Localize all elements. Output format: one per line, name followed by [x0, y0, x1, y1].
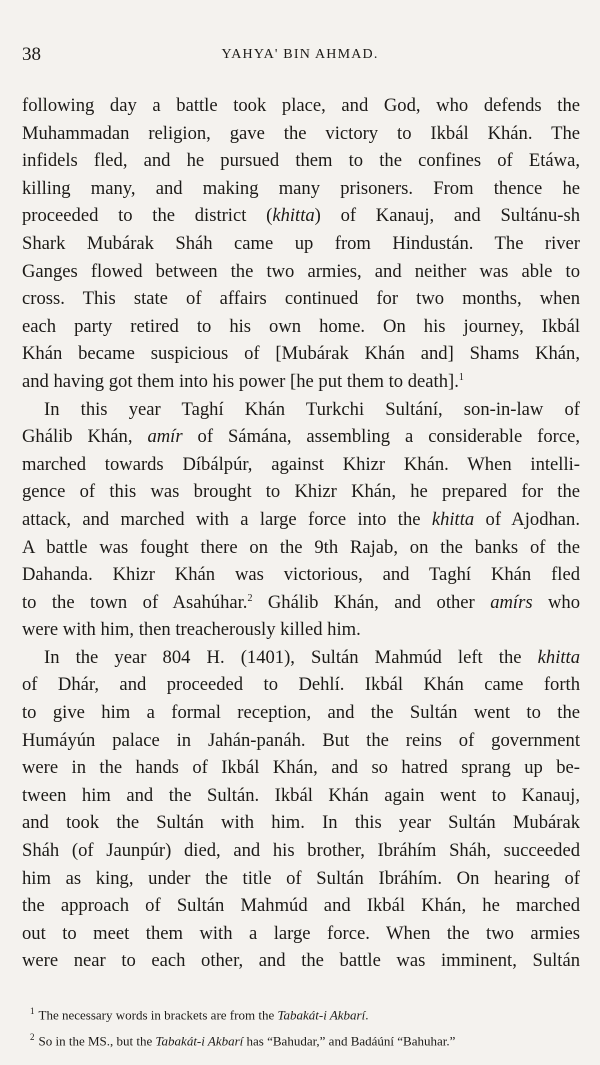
text-line: Khán became suspicious of [Mubárak Khán and] Shams Khán, — [22, 343, 580, 365]
text-line: and took the Sultán with him. In this year Sultán Mubárak — [22, 812, 580, 834]
footnote: $^2$ So in the MS., but the Tabakát-i Akbarí has “Bahudar,” and Badáúní “Bahuhar.” — [30, 1032, 456, 1049]
text-line: proceeded to the district (khitta) of Kanauj, and Sultánu-sh — [22, 205, 580, 227]
text-line: Muhammadan religion, gave the victory to Ikbál Khán. The — [22, 122, 580, 144]
text-line: were with him, then treacherously killed him. — [22, 619, 361, 641]
text-line: Sháh (of Jaunpúr) died, and his brother, Ibráhím Sháh, succeeded — [22, 840, 580, 862]
text-line: following day a battle took place, and God, who defends the — [22, 95, 580, 116]
footnote-mark: 1 — [30, 1006, 35, 1016]
text-line: Ganges flowed between the two armies, and neither was able to — [22, 260, 580, 282]
footnote-ref: 2 — [247, 592, 253, 604]
text-line: to the town of Asahúhar.$^2$ Ghálib Khán, and other amírs who — [22, 591, 580, 613]
text-line: the approach of Sultán Mahmúd and Ikbál Khán, he marched — [22, 895, 580, 917]
text-line: him as king, under the title of Sultán Ibráhím. On hearing of — [22, 867, 580, 889]
text-line: out to meet them with a large force. When the two armies — [22, 922, 580, 944]
text-line: of Dhár, and proceeded to Dehlí. Ikbál Khán came forth — [22, 674, 580, 696]
text-line: gence of this was brought to Khizr Khán, he prepared for the — [22, 481, 580, 503]
text-line: A battle was fought there on the 9th Rajab, on the banks of the — [22, 536, 580, 558]
body-text — [22, 92, 580, 975]
text-line: marched towards Díbálpúr, against Khizr Khán. When intelli- — [22, 453, 580, 475]
text-line: each party retired to his own home. On his journey, Ikbál — [22, 315, 580, 337]
text-line: Shark Mubárak Sháh came up from Hindustán. The river — [22, 232, 580, 254]
text-line: In the year 804 H. (1401), Sultán Mahmúd left the khitta — [44, 646, 580, 668]
running-title: YAHYA' BIN AHMAD. — [221, 47, 379, 62]
text-line: Dahanda. Khizr Khán was victorious, and Taghí Khán fled — [22, 564, 580, 586]
footnote-ref: 1 — [458, 371, 464, 383]
text-line: Humáyún palace in Jahán-panáh. But the reins of government — [22, 729, 580, 751]
text-line: were near to each other, and the battle was imminent, Sultán — [22, 950, 580, 972]
text-line: tween him and the Sultán. Ikbál Khán again went to Kanauj, — [22, 784, 580, 806]
text-line: were in the hands of Ikbál Khán, and so hatred sprang up be- — [22, 757, 580, 779]
footnote-mark: 2 — [30, 1032, 35, 1043]
footnotes — [30, 1000, 575, 1053]
footnote: $^1$ The necessary words in brackets are from the Tabakát-i Akbarí. — [30, 1006, 369, 1023]
page-number: 38 — [22, 44, 41, 65]
text-line: attack, and marched with a large force into the khitta of Ajodhan. — [22, 508, 580, 530]
text-line: and having got them into his power [he put them to death].$^1$ — [22, 370, 464, 392]
text-line: In this year Taghí Khán Turkchi Sultání, son-in-law of — [44, 398, 580, 420]
text-line: to give him a formal reception, and the Sultán went to the — [22, 702, 580, 724]
text-line: infidels fled, and he pursued them to the confines of Etáwa, — [22, 150, 580, 172]
page-header — [22, 44, 578, 68]
text-line: killing many, and making many prisoners. From thence he — [22, 177, 580, 199]
text-line: cross. This state of affairs continued for two months, when — [22, 288, 580, 310]
text-line: Ghálib Khán, amír of Sámána, assembling a considerable force, — [22, 426, 580, 448]
